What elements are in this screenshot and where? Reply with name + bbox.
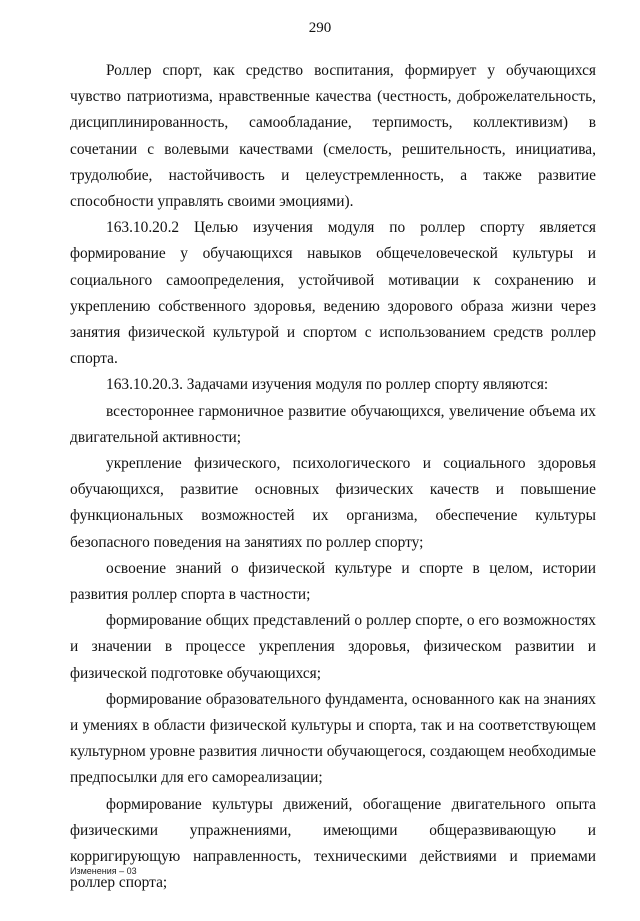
task-item: укрепление физического, психологического и социального здоровья обучающихся, развитие основных физических качеств и повышение функциональных возможностей их организма, обеспечение культуры безопасного поведения на занятиях по роллер спорту; — [70, 455, 596, 551]
revision-footer: Изменения – 03 — [70, 866, 137, 876]
paragraph-upbringing: Роллер спорт, как средство воспитания, формирует у обучающихся чувство патриотизма, нравственные качества (честность, доброжелательность, дисциплинированность, самообладание, терпимость, коллективизм) в сочетании с волевыми качествами (смелость, решительность, инициатива, трудолюбие, настойчивость и целеустремленность, а также развитие способности управлять своими эмоциями). — [70, 62, 596, 211]
task-item: формирование общих представлений о роллер спорте, о его возможностях и значении в процессе укрепления здоровья, физическом развитии и физической подготовке обучающихся; — [70, 612, 596, 682]
task-item: формирование культуры движений, обогащение двигательного опыта физическими упражнениями, имеющими общеразвивающую и корригирующую направленность, техническими действиями и приемами роллер спорта; — [70, 795, 596, 892]
task-item: всестороннее гармоничное развитие обучающихся, увеличение объема их двигательной активности; — [70, 402, 596, 446]
page-number: 290 — [308, 20, 332, 36]
task-item: формирование образовательного фундамента, основанного как на знаниях и умениях в области физической культуры и спорта, так и на соответствующем культурном уровне развития личности обучающегося, создающем необходимые предпосылки для его самореализации; — [70, 690, 596, 787]
paragraph-module-goal: 163.10.20.2 Целью изучения модуля по роллер спорту является формирование у обучающихся навыков общечеловеческой культуры и социального самоопределения, устойчивой мотивации к сохранению и укреплению собственного здоровья, ведению здорового образа жизни через занятия физической культурой и спортом с использованием средств роллер спорта. — [70, 219, 596, 368]
task-item: освоение знаний о физической культуре и спорте в целом, истории развития роллер спорта в частности; — [70, 559, 596, 604]
paragraph-tasks-heading: 163.10.20.3. Задачами изучения модуля по роллер спорту являются: — [106, 376, 549, 394]
document-body — [70, 58, 596, 897]
